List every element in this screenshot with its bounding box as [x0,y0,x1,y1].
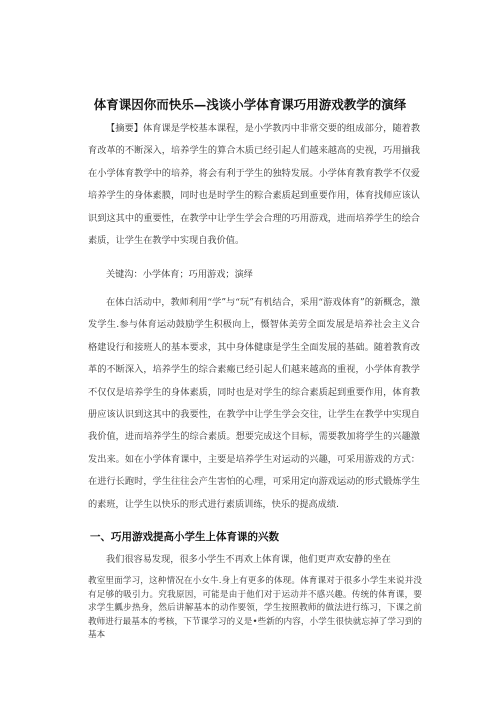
abstract-label: 【摘要】 [106,123,143,134]
abstract-paragraph [88,118,420,252]
body-paragraph-1 [88,292,420,516]
abstract-text: 体育课是学校基本课程，是小学教丙中非常交要的组成部分，随着教育改革的不断深入，培养学生的算合木质已经引起人们越来越高的史视，巧用揃我在小学体育教学中的培养，将会有利于学生的独特发展。小学体育教育教学不仅爱培养学生的身体素膜，同时也是时学生的粽合素质起到重要作用，体育找师应该认识到这其中的重要性，在教学中让学生学会合理的巧用游戏，进而培养学生的绘合素质，让学生在教学中实现自我价值。 [88,123,421,247]
body-paragraph-3: 教室里面学习，这种情况在小女牛.身上有更多的体现。体育课对于很多小学生来说并没有足够的吸引力。究我原因，可能是由于他们对于运动并不感兴趣。传统的体育课，要求学生瓤步热身，然后讲解基本的动作要领，学生按照教师的做法进行练习，下课之前教师进行最基本的考核，下节课学习的义是•些新的内容，小学生很快就忘掉了学习到的基本 [88,576,422,641]
keywords-text: 关键沟：小学体育；巧用游戏；演绎 [106,269,253,280]
body-paragraph-2 [88,549,420,571]
section-heading: 一、巧用游戏提高小学生上体育课的兴数 [90,531,279,543]
keywords-paragraph [88,264,420,286]
body-paragraph-1-text: 在体白活动中，教师利用“学”与“玩”有机结合，采用“游戏体育”的新概念，激发学生.参与体育运动鼓励学生积极向上，慑智体美劳全面发展是培养社会主义合格建设行和接班人的基本要求，其中身体健康是学生全面发展的基础。随着教育改革的不断深入，培养学生的综合素瘢已经引起人们越来越高的重视，小学体育教学不仅仅是培养学生的身体素质，同时也是对学生的综合素质起到重要作用，体育教册应该认识到这其中的我要性，在教学中让学生学会交往，让学生在教学中实现自我价值，进而培养学生的综合素质。想要完成这个目标，需要教加将学生的兴趣激发出来。如在小学体育课中，主要是培养学生对运动的兴趣，可采用游戏的方式：在进行长跑时，学生往往会产生害怕的心理，可采用定向游戏运动的形式锻炼学生的素班，让学生以快乐的形式进行素质训练，快乐的提高成绩. [88,297,420,510]
body-paragraph-2-text: 我们很容易发现，很多小学生不再欢上体育课，他们更声欢安静的坐在 [106,554,391,565]
document-title: 体育课因你而快乐—浅谈小学体育课巧用游戏教学的演绎 [93,97,407,112]
